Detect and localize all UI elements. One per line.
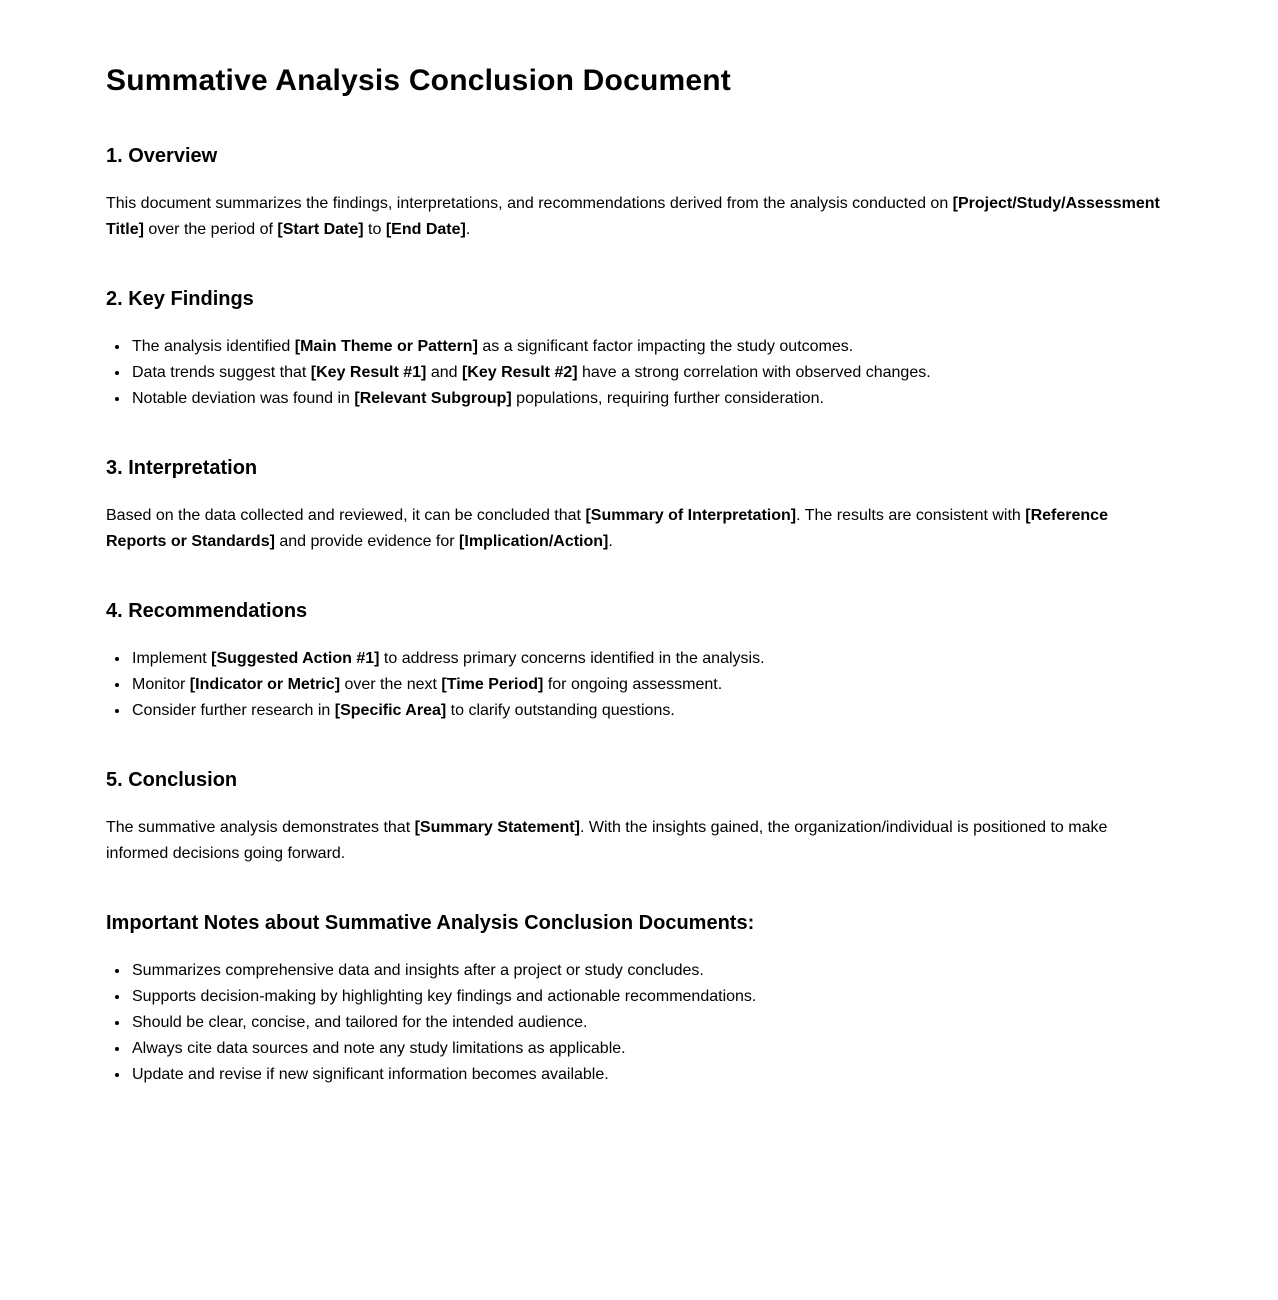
section-heading-key-findings: 2. Key Findings	[106, 287, 254, 310]
section-heading-important-notes: Important Notes about Summative Analysis Conclusion Documents:	[106, 911, 755, 934]
overview-paragraph	[106, 191, 1172, 243]
list-item: • Update and revise if new significant information becomes available.	[130, 1062, 1172, 1088]
text-run: for ongoing assessment.	[543, 675, 723, 693]
placeholder-token: [Key Result #1]	[310, 363, 427, 381]
text-run: The analysis identified	[132, 337, 295, 355]
section-interpretation	[106, 456, 1172, 555]
placeholder-token: [Time Period]	[441, 675, 544, 693]
text-run: to address primary concerns identified in the analysis.	[379, 649, 765, 667]
text-run: Monitor	[132, 675, 190, 693]
text-run: over the period of	[143, 220, 278, 238]
text-run: and	[426, 363, 462, 381]
section-overview	[106, 144, 1172, 243]
list-item	[130, 672, 1172, 698]
placeholder-token: [Start Date]	[277, 220, 364, 238]
text-run: over the next	[340, 675, 442, 693]
placeholder-token: [End Date]	[385, 220, 466, 238]
placeholder-token: [Project/Study/Assessment Title]	[106, 194, 1160, 238]
text-run: .	[608, 532, 613, 550]
text-run: to clarify outstanding questions.	[446, 701, 675, 719]
text-run: as a significant factor impacting the study outcomes.	[477, 337, 854, 355]
section-recommendations	[106, 599, 1172, 724]
text-run: Notable deviation was found in	[132, 389, 355, 407]
text-run: populations, requiring further consideration.	[511, 389, 824, 407]
text-run: to	[363, 220, 386, 238]
placeholder-token: [Relevant Subgroup]	[354, 389, 512, 407]
text-run: . The results are consistent with	[796, 506, 1026, 524]
section-heading-interpretation: 3. Interpretation	[106, 456, 258, 479]
recommendations-list	[106, 646, 1172, 724]
section-heading-overview: 1. Overview	[106, 144, 218, 167]
section-important-notes	[106, 911, 1172, 1088]
key-findings-list	[106, 334, 1172, 412]
section-conclusion	[106, 768, 1172, 867]
placeholder-token: [Key Result #2]	[461, 363, 578, 381]
text-run: . With the insights gained, the organization/individual is positioned to make informed decisions going forward.	[106, 818, 1108, 862]
list-item	[130, 360, 1172, 386]
section-heading-recommendations: 4. Recommendations	[106, 599, 308, 622]
interpretation-paragraph	[106, 503, 1172, 555]
text-run: Based on the data collected and reviewed, it can be concluded that	[106, 506, 586, 524]
conclusion-paragraph	[106, 815, 1172, 867]
placeholder-token: [Suggested Action #1]	[211, 649, 380, 667]
placeholder-token: [Summary Statement]	[414, 818, 580, 836]
text-run: The summative analysis demonstrates that	[106, 818, 415, 836]
text-run: have a strong correlation with observed changes.	[577, 363, 931, 381]
placeholder-token: [Main Theme or Pattern]	[294, 337, 478, 355]
list-item	[130, 698, 1172, 724]
text-run: This document summarizes the findings, interpretations, and recommendations derived from the analysis conducted on	[106, 194, 953, 212]
text-run: .	[465, 220, 471, 238]
list-item: • Should be clear, concise, and tailored for the intended audience.	[130, 1010, 1172, 1036]
list-item: • Summarizes comprehensive data and insights after a project or study concludes.	[130, 958, 1172, 984]
list-item	[130, 334, 1172, 360]
list-item: • Supports decision-making by highlighting key findings and actionable recommendations.	[130, 984, 1172, 1010]
placeholder-token: [Specific Area]	[334, 701, 447, 719]
text-run: Implement	[132, 649, 212, 667]
text-run: Data trends suggest that	[132, 363, 311, 381]
text-run: and provide evidence for	[274, 532, 460, 550]
list-item	[130, 646, 1172, 672]
text-run: Consider further research in	[132, 701, 335, 719]
page-title: Summative Analysis Conclusion Document	[106, 64, 731, 97]
section-key-findings	[106, 287, 1172, 412]
list-item: • Always cite data sources and note any study limitations as applicable.	[130, 1036, 1172, 1062]
placeholder-token: [Implication/Action]	[459, 532, 609, 550]
placeholder-token: [Summary of Interpretation]	[585, 506, 797, 524]
section-heading-conclusion: 5. Conclusion	[106, 768, 238, 791]
important-notes-list	[106, 958, 1172, 1088]
list-item	[130, 386, 1172, 412]
placeholder-token: [Indicator or Metric]	[189, 675, 341, 693]
placeholder-token: [Reference Reports or Standards]	[106, 506, 1108, 550]
